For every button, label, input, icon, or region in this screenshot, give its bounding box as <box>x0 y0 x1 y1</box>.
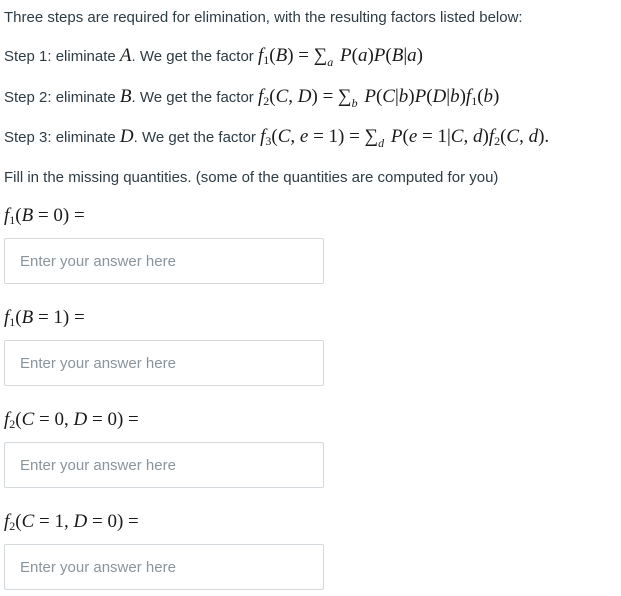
step-2-var: B <box>119 86 132 107</box>
step-1-prefix: Step 1: eliminate <box>4 48 120 65</box>
question-4-label: $f_2(C = 1$, D = 0) = <box>4 511 139 533</box>
question-3-label: $f_2(C = 0$, D = 0) = <box>4 409 139 431</box>
step-3-var: D <box>119 126 134 147</box>
question-2-label: $f_1(B = 1)$ = <box>4 307 85 329</box>
answer-input-1[interactable] <box>4 238 324 284</box>
step-3 <box>4 127 549 148</box>
answer-input-4[interactable] <box>4 544 324 590</box>
step-1-mid: . We get the factor <box>131 48 258 65</box>
answer-input-2[interactable] <box>4 340 324 386</box>
step-1-formula: $f_1(B) = \sum_a$ P(a)P(B|a) <box>257 45 423 69</box>
intro-text: Three steps are required for elimination, with the resulting factors listed below: <box>4 9 523 26</box>
step-3-mid: . We get the factor <box>133 129 261 146</box>
question-1-label: $f_1(B = 0)$ = <box>4 205 85 227</box>
step-3-prefix: Step 3: eliminate <box>4 129 120 146</box>
step-2-mid: . We get the factor <box>131 89 258 106</box>
step-3-formula: $f_3(C$, $e = 1) = \sum_d$ P(e = 1|C, $d)f_2(C$, d). <box>260 126 550 150</box>
instructions-text: Fill in the missing quantities. (some of the quantities are computed for you) <box>4 169 499 186</box>
answer-input-3[interactable] <box>4 442 324 488</box>
step-2-prefix: Step 2: eliminate <box>4 89 120 106</box>
step-1-var: A <box>119 45 132 66</box>
step-2 <box>4 87 499 108</box>
step-2-formula: $f_2(C$, $D) = \sum_b$ $P(C|b)P(D|b)f_1(b)$ <box>257 86 500 110</box>
step-1 <box>4 46 423 67</box>
